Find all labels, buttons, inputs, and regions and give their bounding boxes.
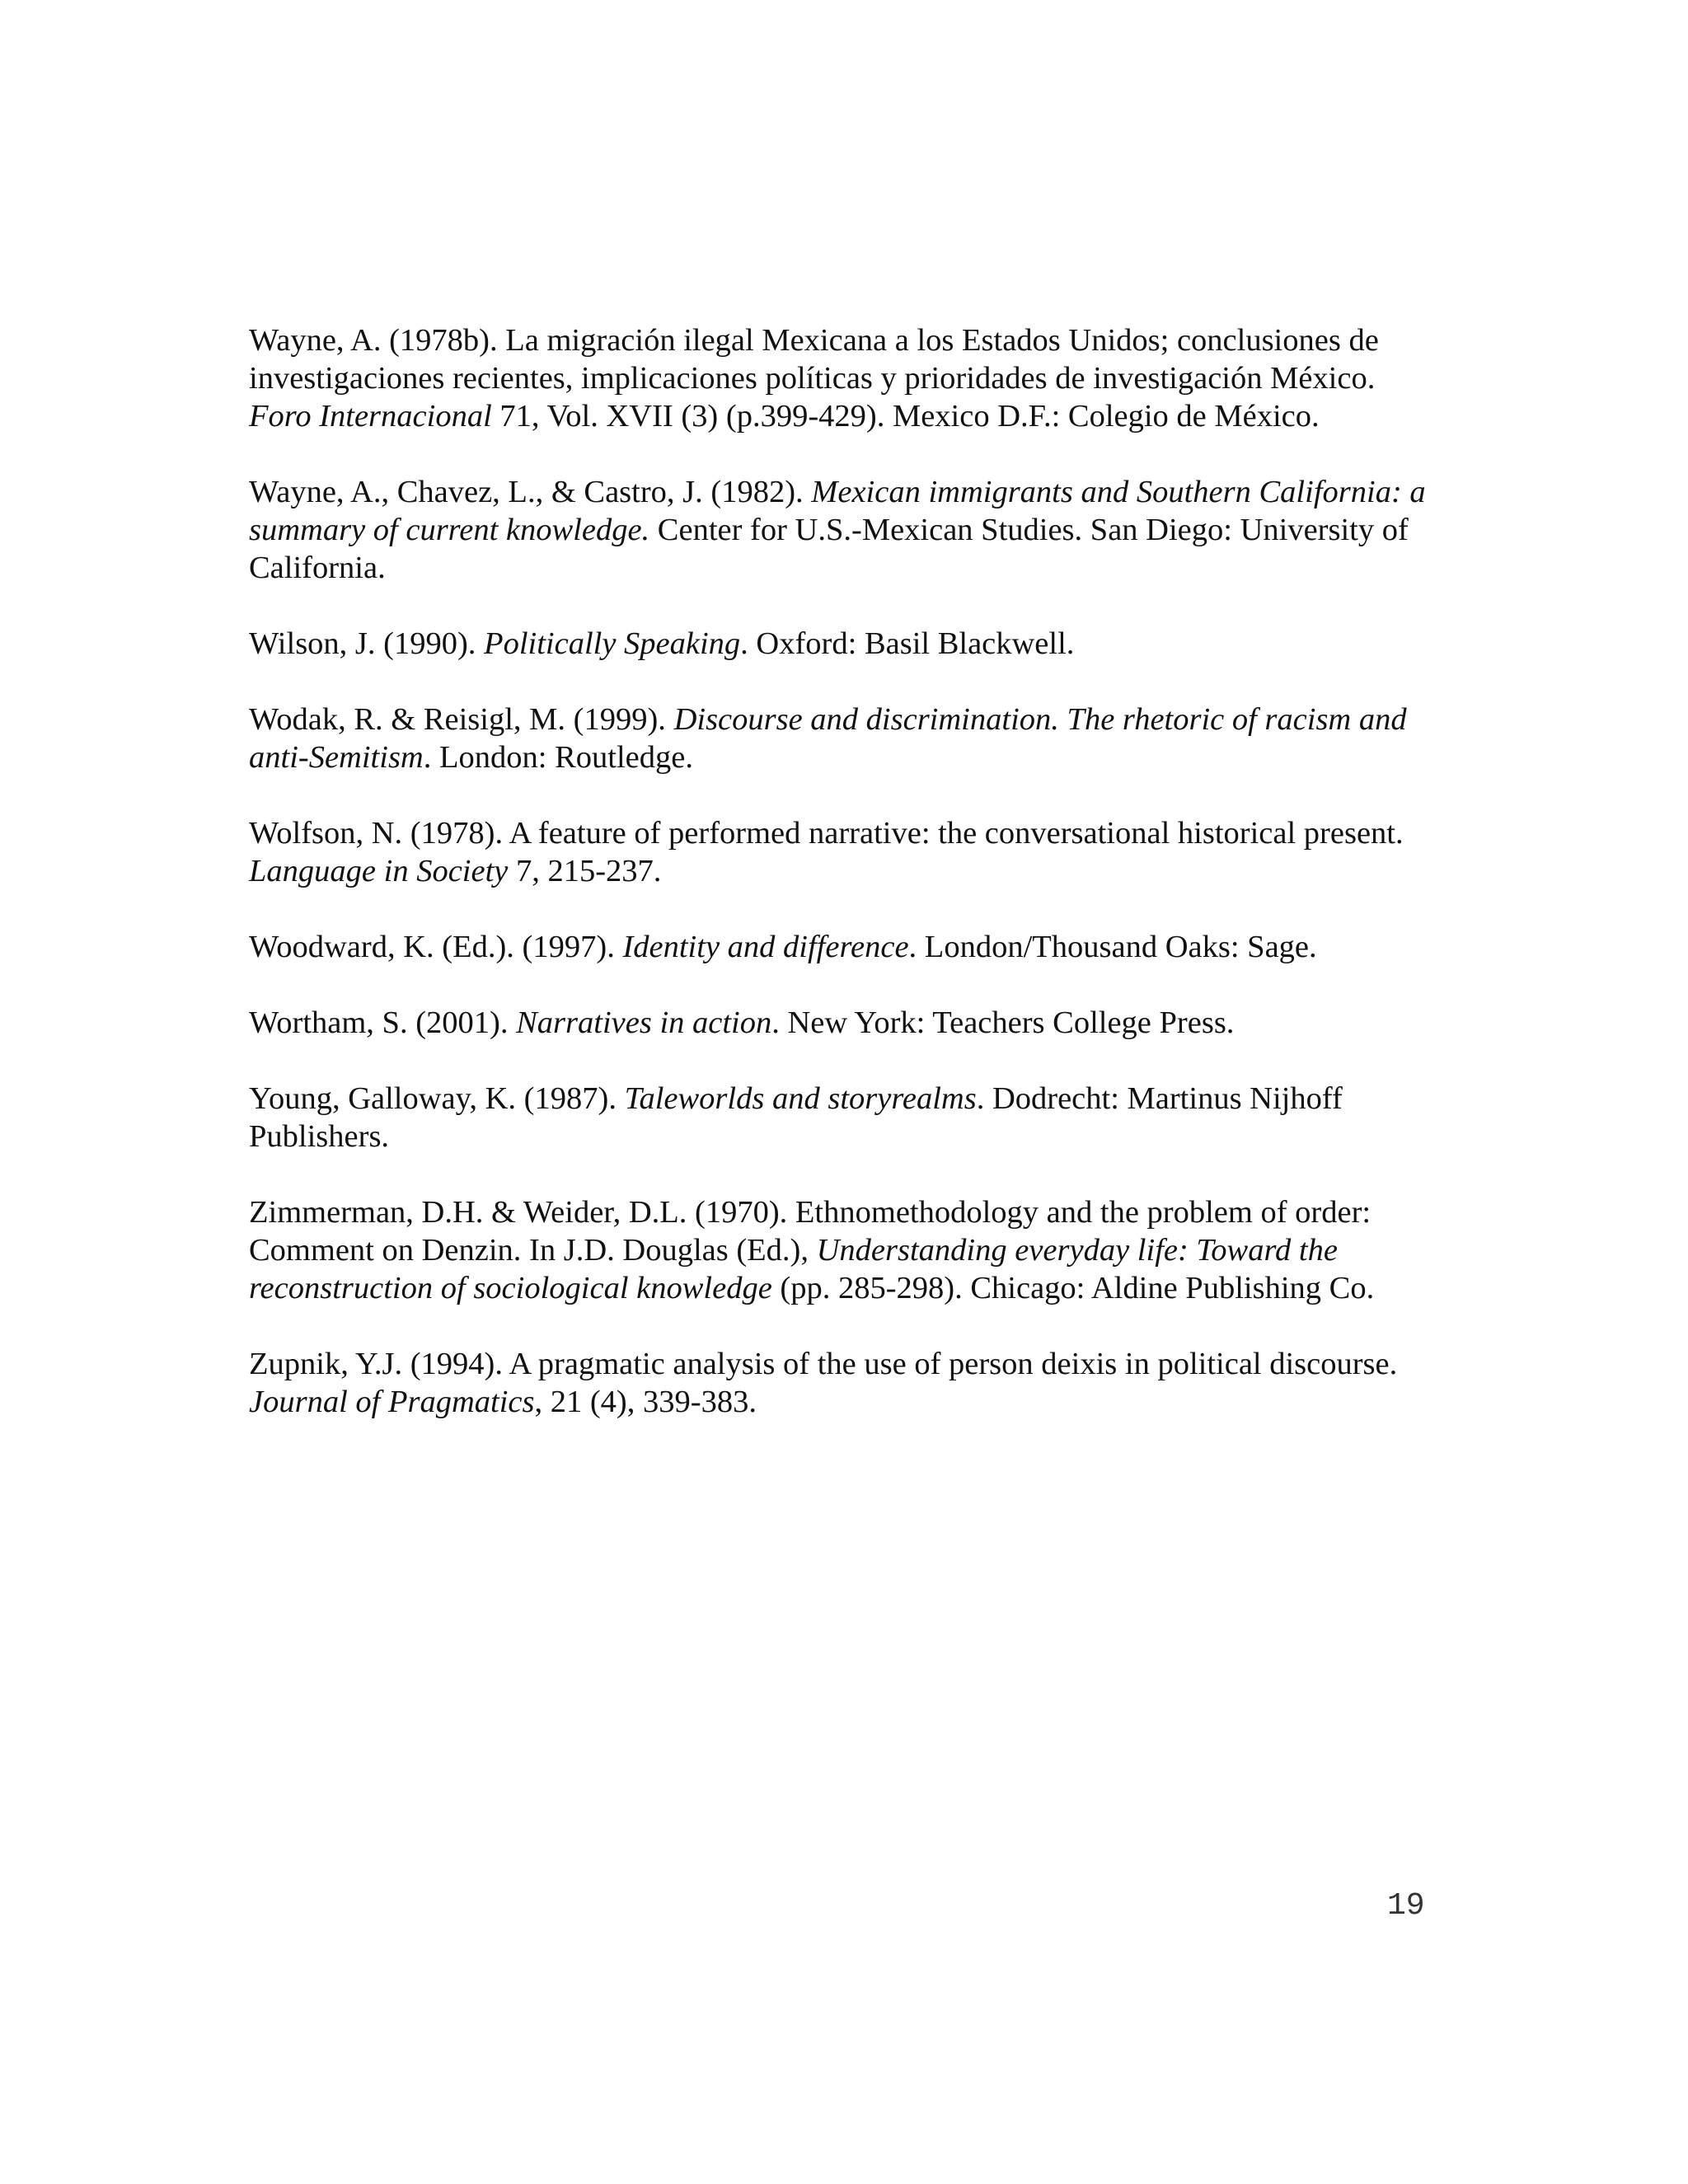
reference-entry [249, 701, 1436, 776]
reference-entry [249, 473, 1436, 587]
reference-text: Center for U.S.-Mexican Studies. San Diego: University of California. [249, 513, 1409, 585]
reference-title: Language in Society [249, 854, 509, 888]
reference-title: Foro Internacional [249, 399, 492, 434]
reference-text: Wortham, S. (2001). [249, 1005, 517, 1040]
reference-text: (pp. 285-298). Chicago: Aldine Publishing Co. [771, 1271, 1375, 1305]
reference-text: . New York: Teachers College Press. [771, 1005, 1235, 1040]
reference-text: . Dodrecht: Martinus Nijhoff Publishers. [249, 1081, 1343, 1154]
reference-text: Wayne, A., Chavez, L., & Castro, J. (1982). [249, 475, 812, 509]
reference-text: Wayne, A. (1978b). La migración ilegal Mexicana a los Estados Unidos; conclusiones de investigaciones recientes, implicaciones políticas y prioridades de investigación México. [249, 323, 1379, 396]
reference-title: Narratives in action [516, 1005, 772, 1040]
reference-entry [249, 814, 1436, 890]
reference-title: Identity and difference [622, 930, 909, 964]
reference-text: Zupnik, Y.J. (1994). A pragmatic analysis of the use of person deixis in political discourse. [249, 1347, 1398, 1381]
reference-entry [249, 321, 1436, 435]
reference-title: Taleworlds and storyrealms [624, 1081, 977, 1116]
reference-title: Understanding everyday life: Toward the reconstruction of sociological knowledge [249, 1233, 1338, 1305]
reference-text: . London/Thousand Oaks: Sage. [908, 930, 1317, 964]
reference-text: Young, Galloway, K. (1987). [249, 1081, 625, 1116]
page-number: 19 [1387, 1888, 1425, 1924]
reference-entry [249, 625, 1436, 663]
reference-entry [249, 1345, 1436, 1421]
reference-text: Woodward, K. (Ed.). (1997). [249, 930, 623, 964]
reference-entry [249, 1004, 1436, 1042]
reference-entry [249, 928, 1436, 966]
reference-text: , 21 (4), 339-383. [534, 1385, 757, 1419]
reference-text: 71, Vol. XVII (3) (p.399-429). Mexico D.F.: Colegio de México. [491, 399, 1320, 434]
reference-text: . Oxford: Basil Blackwell. [740, 626, 1075, 661]
reference-text: Wilson, J. (1990). [249, 626, 485, 661]
reference-text: Wolfson, N. (1978). A feature of performed narrative: the conversational historical present. [249, 816, 1404, 851]
reference-title: Mexican immigrants and Southern California: a summary of current knowledge. [249, 475, 1426, 547]
reference-text: Zimmerman, D.H. & Weider, D.L. (1970). Ethnomethodology and the problem of order: Comment on Denzin. In J.D. Douglas (Ed.), [249, 1195, 1372, 1268]
reference-text: 7, 215-237. [508, 854, 662, 888]
reference-list [249, 321, 1436, 1459]
reference-title: Discourse and discrimination. The rhetoric of racism and anti-Semitism [249, 702, 1407, 775]
reference-entry [249, 1193, 1436, 1307]
reference-text: . London: Routledge. [423, 740, 693, 775]
reference-entry [249, 1080, 1436, 1155]
reference-text: Wodak, R. & Reisigl, M. (1999). [249, 702, 674, 737]
reference-title: Politically Speaking [484, 626, 741, 661]
reference-title: Journal of Pragmatics [249, 1385, 535, 1419]
